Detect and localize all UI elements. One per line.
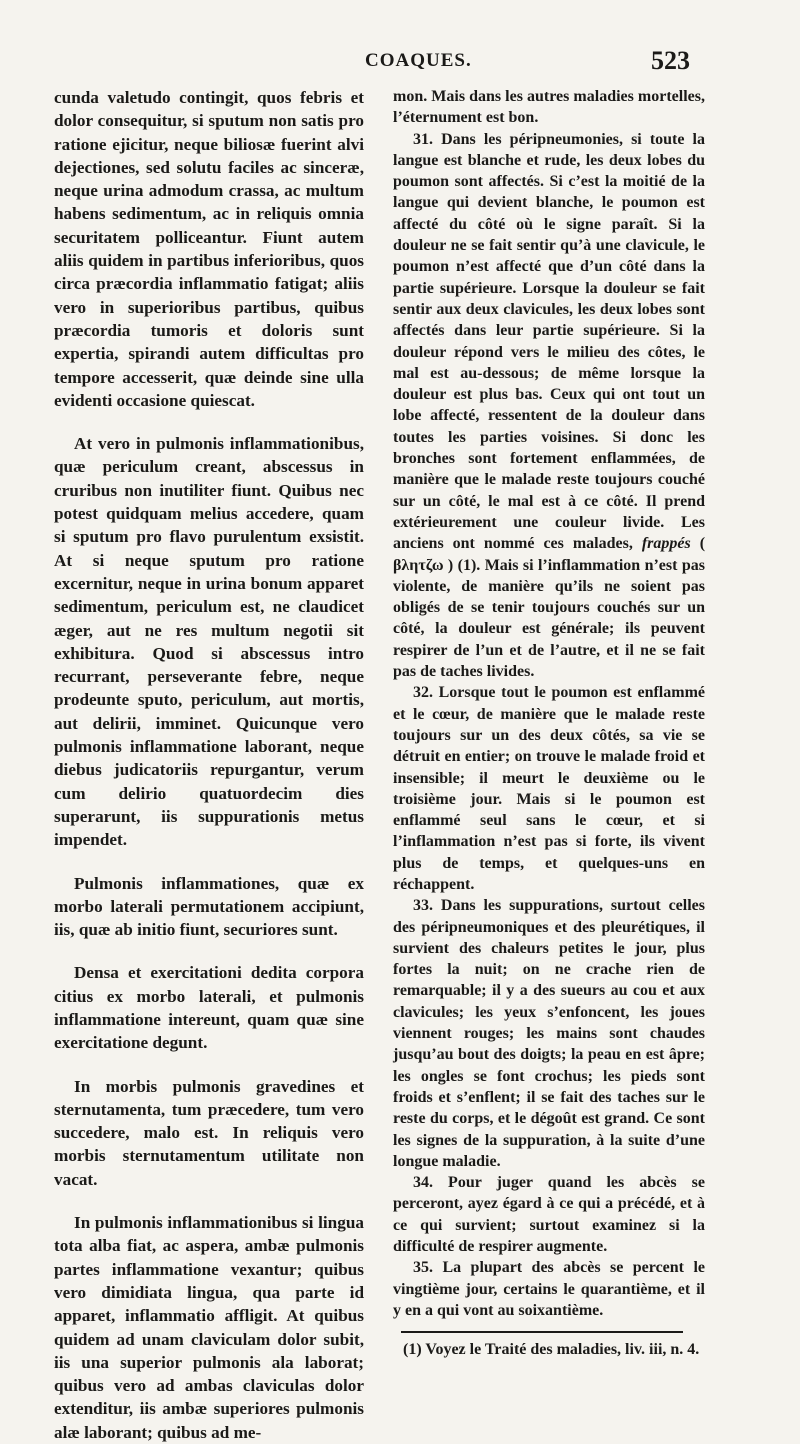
french-paragraph: 35. La plupart des abcès se percent le vingtième jour, certains le quarantième, et il y en a qui vont au soixantième. [393,1259,705,1319]
paragraph-text: ( βλητζω ) (1). Mais si l’inflammation n’est pas violente, de manière qu’ils ne soient pas obligés de se tenir toujours couchés sur un côté, la douleur est générale; ils peuvent respirer de l’un et de l’autre, et il ne se fait pas de taches livides. [393,535,706,681]
latin-paragraph: At vero in pulmonis inflammationibus, quæ periculum creant, abscessus in cruribus non inutiliter fiunt. Quibus nec potest quidquam melius accedere, quam si sputum pro flavo purulentum exsistit. At si neque sputum pro ratione excernitur, neque in urina bonum apparet sedimentum, periculum est, ne claudicet æger, aut ne res multum negotii sit exhibitura. Quod si abscessus intro recurrant, perseverante febre, neque prodeunte sputo, periculum, aut mortis, aut delirii, imminet. Quicunque vero pulmonis inflammatione laborant, neque diebus judicatoriis repurgantur, verum cum delirio quatuordecim dies superarunt, iis suppurationis metus impendet. [54,434,364,850]
french-paragraph: 34. Pour juger quand les abcès se perceront, ayez égard à ce qui a précédé, et à ce qui survient; surtout examinez si la difficulté de respirer augmente. [393,1174,705,1256]
page-header [0,46,800,84]
latin-column [54,86,364,1444]
latin-paragraph: Pulmonis inflammationes, quæ ex morbo laterali permutationem accipiunt, iis, quæ ab initio fiunt, securiores sunt. [54,873,364,940]
page-number: 523 [651,46,690,75]
italic-term: frappés [641,535,691,553]
latin-paragraph: In morbis pulmonis gravedines et sternutamenta, tum præcedere, tum vero succedere, malo est. In reliquis vero morbis sternutamentum utilitate non vacat. [54,1076,364,1189]
latin-paragraph: Densa et exercitationi dedita corpora citius ex morbo laterali, et pulmonis inflammatione intereunt, quam quæ sine exercitatione degunt. [54,963,364,1053]
french-paragraph: mon. Mais dans les autres maladies mortelles, l’éternument est bon. [393,88,705,127]
footnote-divider [401,1331,683,1333]
running-title: COAQUES. [365,50,472,71]
latin-paragraph: In pulmonis inflammationibus si lingua tota alba fiat, ac aspera, ambæ pulmonis partes inflammatione vexantur; quibus vero dimidiata lingua, qua parte id apparet, inflammatio affligit. At quibus quidem ad unam claviculam dolor subit, iis una superior pulmonis ala laborat; quibus vero ad ambas claviculas dolor extenditur, iis ambæ superiores pulmonis alæ laborant; quibus ad me- [54,1213,364,1442]
french-column [393,86,705,1360]
french-paragraph [393,129,705,683]
paragraph-text: 31. Dans les péripneumonies, si toute la langue est blanche et rude, les deux lobes du poumon sont affectés. Si c’est la moitié de la langue qui devient blanche, le poumon est affecté du côté où le signe paraît. Si la douleur ne se fait sentir qu’à une clavicule, le poumon n’est affecté que d’un côté dans la partie supérieure. Lorsque la douleur se fait sentir aux deux clavicules, les deux lobes sont affectés dans leur partie supérieure. Si la douleur répond vers le milieu des côtes, le mal est au-dessous; de même lorsque la douleur est plus bas. Ceux qui ont tout un lobe affecté, ressentent de la douleur dans toutes les parties voisines. Si donc les bronches sont fortement enflammées, de manière que le malade reste toujours couché sur un côté, le mal est à ce côté. Il prend extérieurement une couleur livide. Les anciens ont nommé ces malades, [393,130,705,553]
french-paragraph: 33. Dans les suppurations, surtout celles des péripneumoniques et des pleurétiques, il survient des chaleurs petites le jour, plus fortes la nuit; on ne crache rien de remarquable; il y a des sueurs au cou et aux clavicules; les yeux s’enfoncent, les joues viennent rouges; les mains sont chaudes jusqu’au bout des doigts; la peau en est âpre; les ongles se font crochus; les pieds sont froids et s’enflent; il se fait des taches sur le reste du corps, et le dégoût est grand. Ce sont les signes de la suppuration, à la suite d’une longue maladie. [393,897,705,1170]
latin-paragraph: cunda valetudo contingit, quos febris et dolor consequitur, si sputum non satis pro ratione ejicitur, neque biliosæ fuerint alvi dejectiones, sed solutu faciles ac sinceræ, neque urina admodum crassa, ac multum habens sedimentum, ac in reliquis omnia securitatem polliceantur. Fiunt autem aliis quidem in partibus inferioribus, quos circa præcordia inflammatio fatigat; aliis vero in superioribus partibus, quibus præcordia tumoris et doloris sunt expertia, spirandi autem difficultas pro tempore accesserit, quæ deinde sine ulla evidenti occasione quiescat. [54,88,364,410]
footnote: (1) Voyez le Traité des maladies, liv. iii, n. 4. [403,1341,700,1359]
french-paragraph: 32. Lorsque tout le poumon est enflammé et le cœur, de manière que le malade reste toujours sur un des deux côtés, sa vie se détruit en entier; on trouve le malade froid et insensible; il meurt le deuxième ou le troisième jour. Mais si le poumon est enflammé seul sans le cœur, et si l’inflammation n’est pas si forte, ils vivent plus de temps, et quelques-uns en réchappent. [393,684,705,893]
